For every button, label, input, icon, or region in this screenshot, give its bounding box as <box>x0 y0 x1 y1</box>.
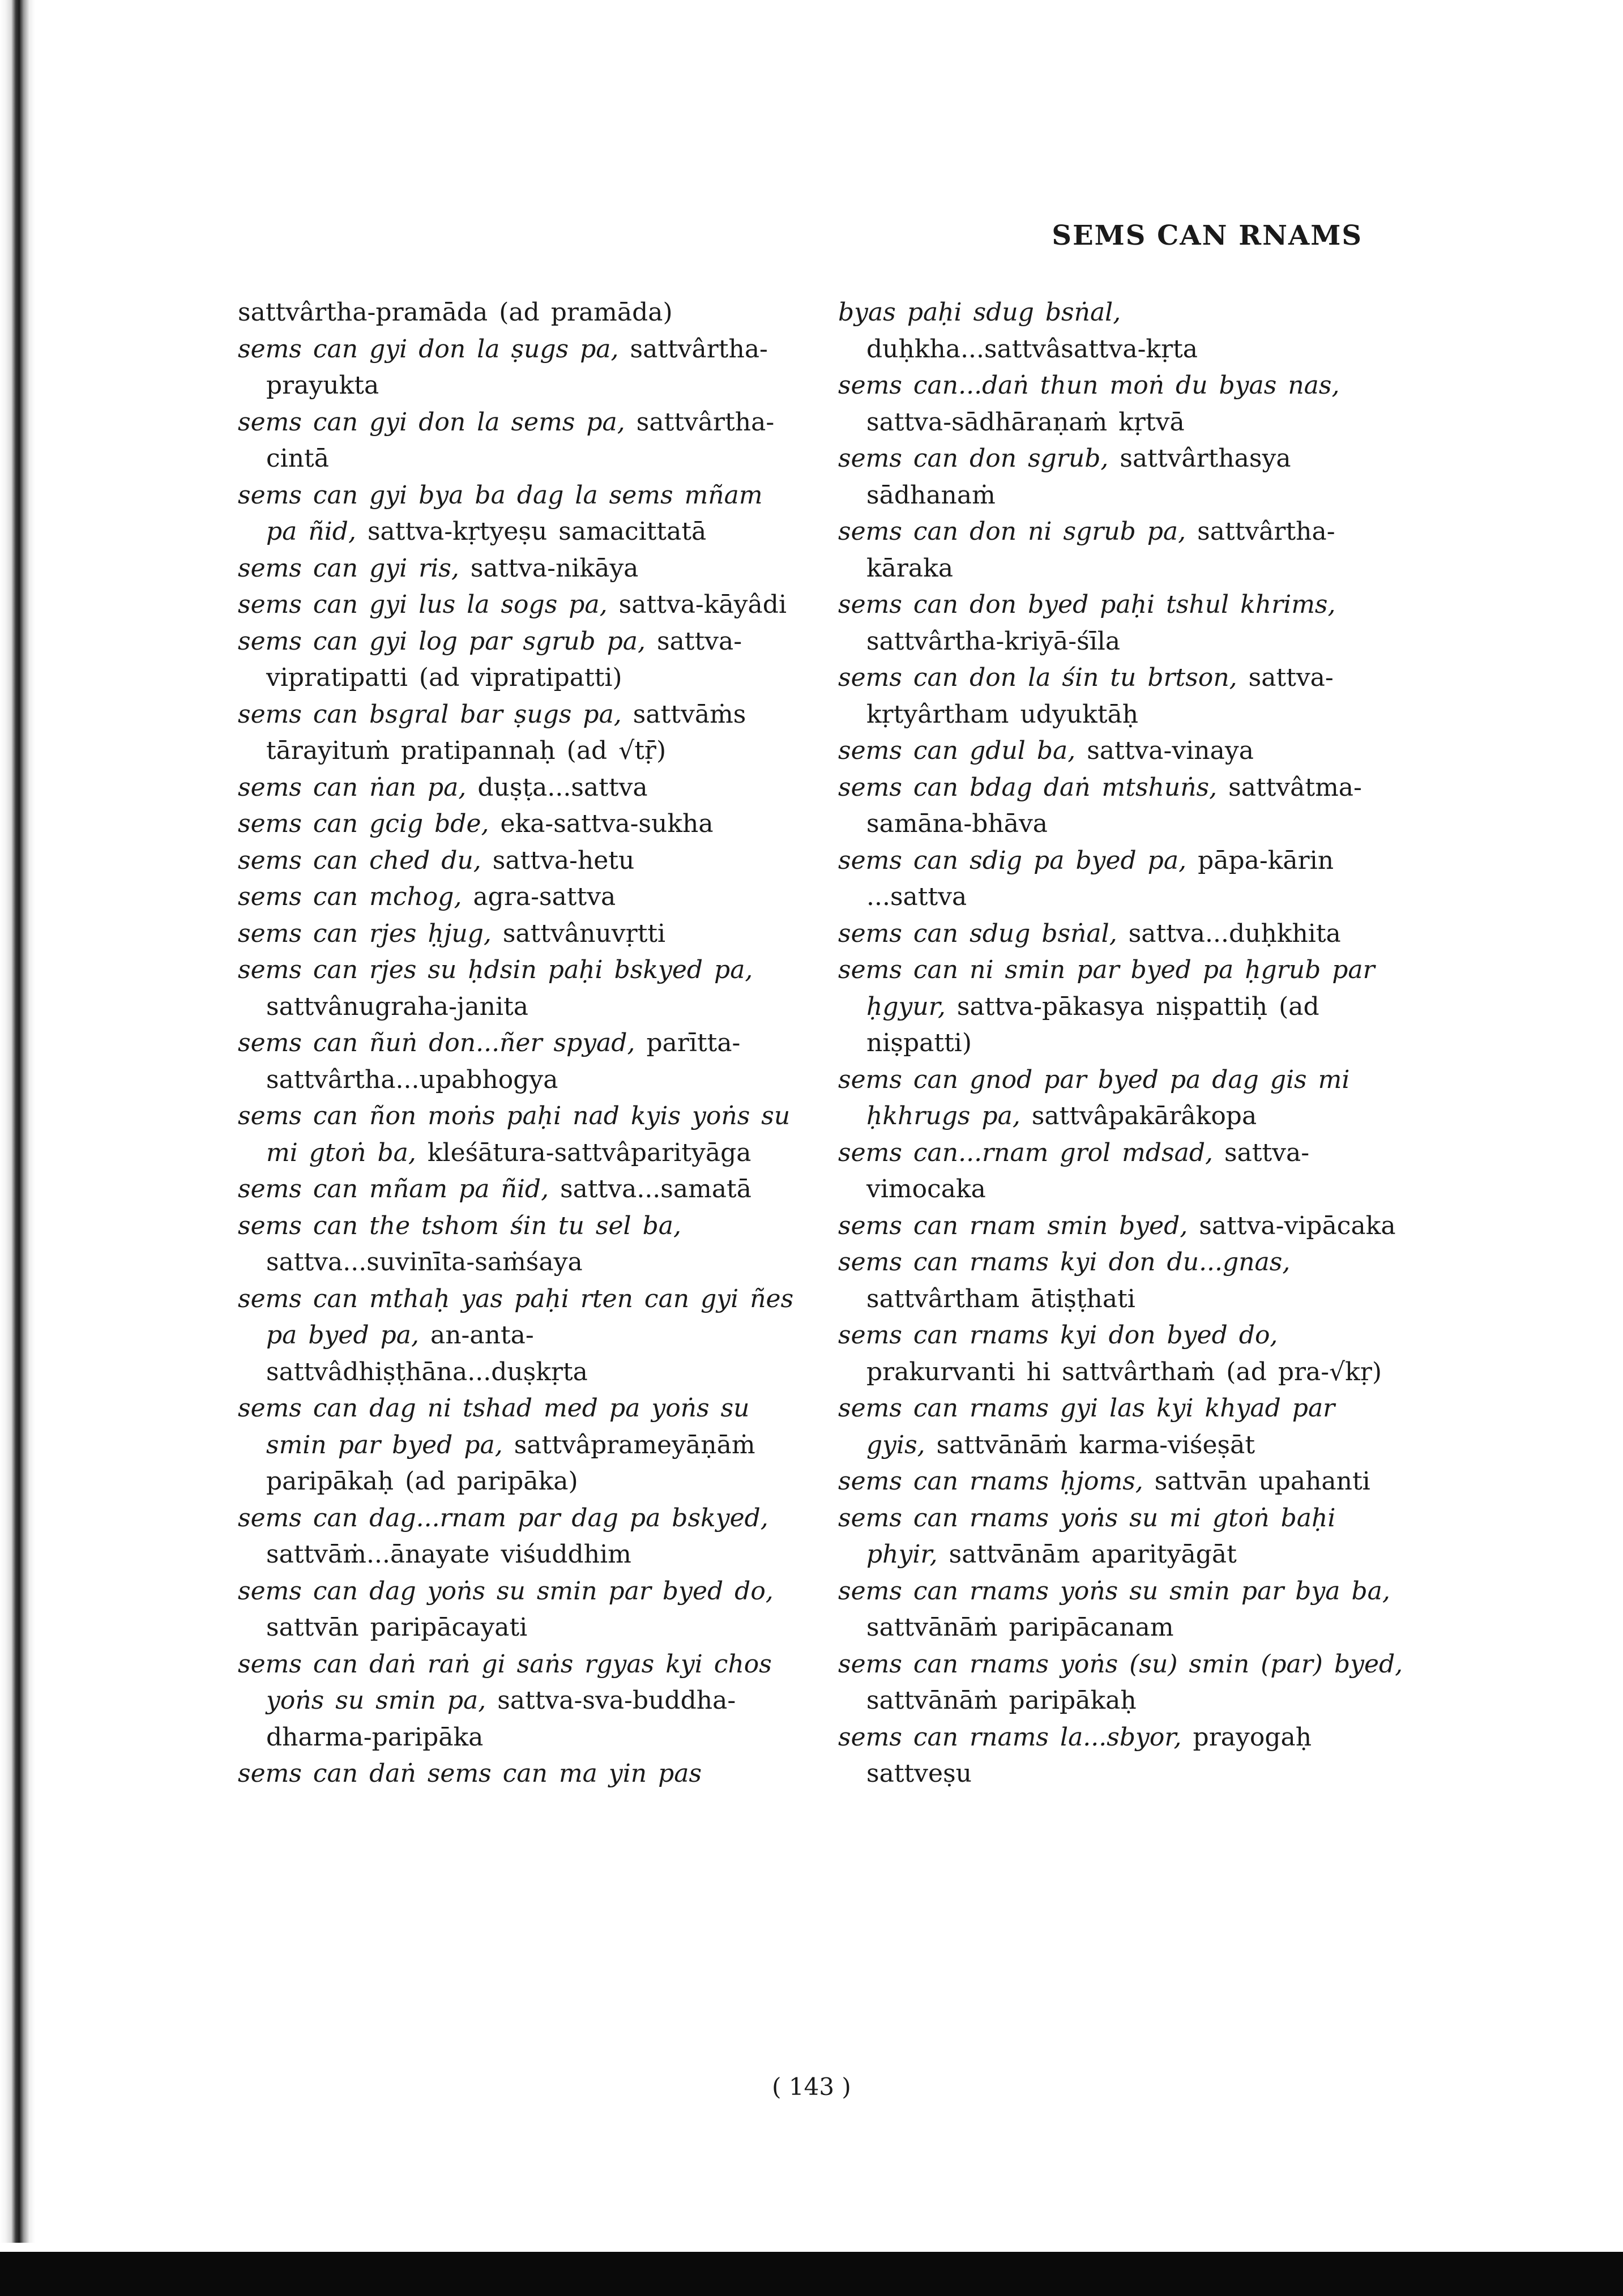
entry: sems can rnams yoṅs su smin par bya ba, sattvānāṁ paripācanam <box>838 1576 1390 1642</box>
entry: sems can mthaḥ yas paḥi rten can gyi ñes pa byed pa, an-anta-sattvâdhiṣṭhāna...duṣkṛta <box>238 1284 794 1386</box>
entry: sems can gyi don la ṣugs pa, sattvârtha-prayukta <box>238 334 768 400</box>
entry: sems can mñam pa ñid, sattva...samatā <box>238 1175 751 1204</box>
entry: sems can don sgrub, sattvârthasya sādhanaṁ <box>838 444 1291 510</box>
entry: sems can daṅ raṅ gi saṅs rgyas kyi chos yoṅs su smin pa, sattva-sva-buddha-dharma-paripāka <box>238 1649 772 1752</box>
entry: sems can ñon moṅs paḥi nad kyis yoṅs su mi gtoṅ ba, kleśātura-sattvâparityāga <box>238 1102 791 1167</box>
entry: sems can rnams yoṅs (su) smin (par) byed, sattvānāṁ paripākaḥ <box>838 1649 1403 1715</box>
entry: sattvârtha-pramāda (ad pramāda) <box>238 298 673 327</box>
entry: sems can bdag daṅ mtshuṅs, sattvâtma-samāna-bhāva <box>838 773 1362 838</box>
entry: sems can the tshom śin tu sel ba, sattva...suvinīta-saṁśaya <box>238 1211 681 1277</box>
entry: sems can rjes su ḥdsin paḥi bskyed pa, sattvânugraha-janita <box>238 955 753 1021</box>
entry: sems can gcig bde, eka-sattva-sukha <box>238 809 714 838</box>
entry: sems can gyi ris, sattva-nikāya <box>238 553 639 583</box>
entry: sems can ni smin par byed pa ḥgrub par ḥgyur, sattva-pākasya niṣpattiḥ (ad niṣpatti) <box>838 955 1375 1057</box>
entry: sems can rnams kyi don byed do, prakurvanti hi sattvârthaṁ (ad pra-√kṛ) <box>838 1321 1382 1386</box>
entry: sems can...daṅ thun moṅ du byas nas, sattva-sādhāraṇaṁ kṛtvā <box>838 371 1340 437</box>
entry: sems can gyi don la sems pa, sattvârtha-cintā <box>238 407 775 473</box>
entry: sems can gdul ba, sattva-vinaya <box>838 736 1254 765</box>
entry: sems can rnam smin byed, sattva-vipācaka <box>838 1211 1396 1240</box>
entry: sems can don byed paḥi tshul khrims, sattvârtha-kriyā-śīla <box>838 590 1336 656</box>
entry: sems can don la śin tu brtson, sattva-kṛtyârtham udyuktāḥ <box>838 663 1334 729</box>
entry: sems can daṅ sems can ma yin pas <box>238 1759 702 1788</box>
entry: sems can gyi lus la sogs pa, sattva-kāyâdi <box>238 590 787 619</box>
entry: sems can gyi bya ba dag la sems mñam pa ñid, sattva-kṛtyeṣu samacittatā <box>238 480 763 546</box>
entry: sems can mchog, agra-sattva <box>238 882 616 911</box>
entry: sems can dag yoṅs su smin par byed do, sattvān paripācayati <box>238 1576 774 1642</box>
scan-bottom-edge <box>0 2252 1623 2296</box>
left-column <box>238 295 804 1793</box>
entry: sems can ṅan pa, duṣṭa...sattva <box>238 773 648 802</box>
scan-binding-edge <box>0 0 35 2243</box>
entry: sems can rjes ḥjug, sattvânuvṛtti <box>238 919 666 948</box>
entry: sems can dag ni tshad med pa yoṅs su smin par byed pa, sattvâprameyāṇāṁ paripākaḥ (ad paripāka) <box>238 1394 755 1496</box>
entry: sems can bsgral bar ṣugs pa, sattvāṁs tārayituṁ pratipannaḥ (ad √tṝ) <box>238 699 746 765</box>
entry: sems can...rnam grol mdsad, sattva-vimocaka <box>838 1138 1310 1204</box>
entry: sems can ched du, sattva-hetu <box>238 846 635 875</box>
entry: sems can dag...rnam par dag pa bskyed, sattvāṁ...ānayate viśuddhim <box>238 1503 768 1569</box>
entry: sems can ñuṅ don...ñer spyad, parītta-sattvârtha...upabhogya <box>238 1028 741 1094</box>
entry: sems can rnams kyi don du...gnas, sattvârtham ātiṣṭhati <box>838 1248 1291 1313</box>
entry: sems can rnams la...sbyor, prayogaḥ sattveṣu <box>838 1722 1312 1788</box>
entry: sems can gnod par byed pa dag gis mi ḥkhrugs pa, sattvâpakārâkopa <box>838 1065 1350 1130</box>
entry: byas paḥi sdug bsṅal, duḥkha...sattvâsattva-kṛta <box>838 298 1198 364</box>
entry: sems can rnams gyi las kyi khyad par gyis, sattvānāṁ karma-viśeṣāt <box>838 1394 1335 1459</box>
entry: sems can gyi log par sgrub pa, sattva-vipratipatti (ad vipratipatti) <box>238 626 742 692</box>
right-column <box>838 295 1404 1793</box>
entry: sems can rnams yoṅs su mi gtoṅ baḥi phyir, sattvānām aparityāgāt <box>838 1503 1336 1569</box>
entry: sems can sdug bsṅal, sattva...duḥkhita <box>838 919 1341 948</box>
page-number: ( 143 ) <box>772 2073 851 2101</box>
entry: sems can don ni sgrub pa, sattvârtha-kāraka <box>838 517 1335 583</box>
entry: sems can rnams ḥjoms, sattvān upahanti <box>838 1467 1370 1496</box>
entry: sems can sdig pa byed pa, pāpa-kārin ...sattva <box>838 846 1334 911</box>
running-head: SEMS CAN RNAMS <box>1052 220 1363 251</box>
